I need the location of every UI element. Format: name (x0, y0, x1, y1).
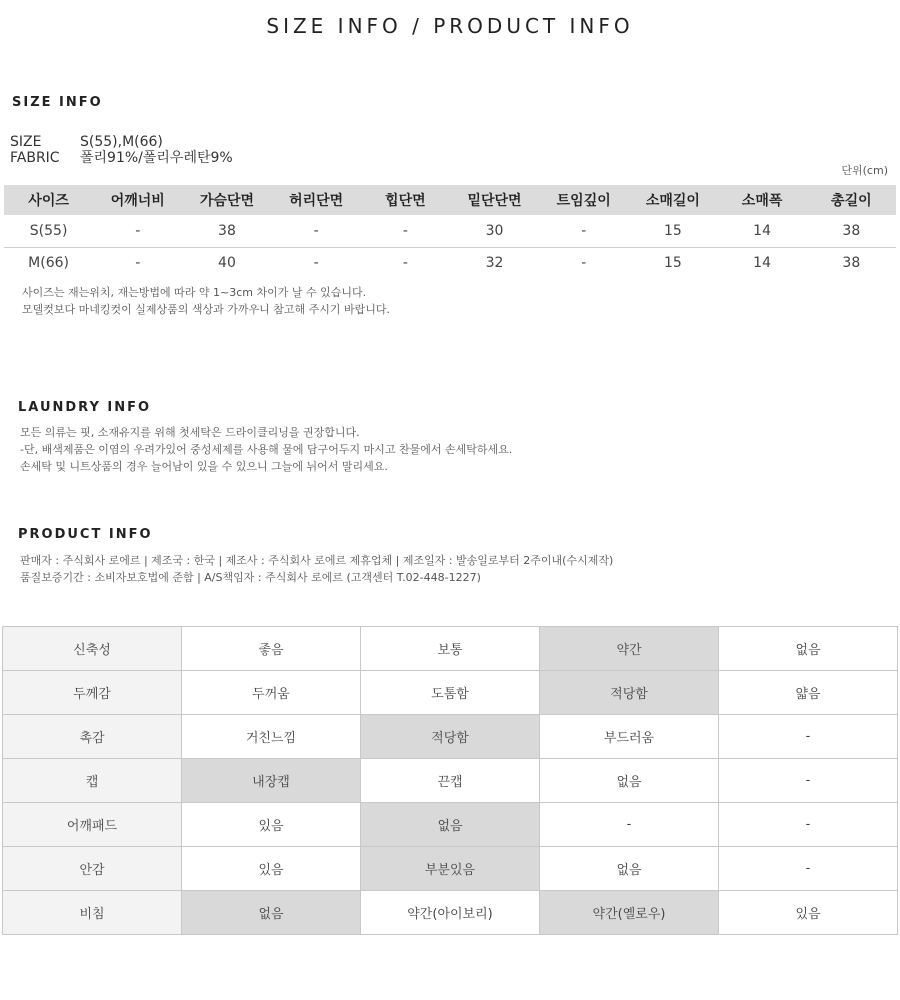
property-option: 얇음 (719, 671, 898, 715)
product-line: 판매자 : 주식회사 로에르 | 제조국 : 한국 | 제조사 : 주식회사 로에르 제휴업체 | 제조일자 : 발송일로부터 2주이내(수시제작) (20, 554, 614, 567)
property-option: 보통 (361, 627, 540, 671)
property-option: - (719, 759, 898, 803)
property-row (3, 759, 898, 803)
table-cell: 14 (718, 215, 807, 247)
property-label: 신축성 (3, 627, 182, 671)
property-row (3, 671, 898, 715)
header-cell: 소매길이 (628, 185, 717, 215)
table-cell: 14 (753, 255, 771, 272)
property-option: 없음 (540, 759, 719, 803)
laundry-line: -단, 배색제품은 이염의 우려가있어 중성세제를 사용해 물에 담구어두지 마시고 찬물에서 손세탁하세요. (20, 443, 513, 456)
header-cell: 밑단단면 (450, 185, 539, 215)
table-cell: - (361, 215, 450, 247)
table-cell: 32 (485, 255, 504, 272)
size-notes (22, 284, 390, 318)
property-option: 없음 (540, 847, 719, 891)
property-option: - (719, 715, 898, 759)
table-cell: 15 (628, 215, 717, 247)
laundry-line: 손세탁 및 니트상품의 경우 늘어남이 있을 수 있으니 그늘에 뉘어서 말리세요. (20, 460, 388, 473)
property-option: 적당함 (361, 715, 540, 759)
property-option: - (719, 803, 898, 847)
header-cell: 사이즈 (4, 185, 93, 215)
property-option: 없음 (361, 803, 540, 847)
page-title: SIZE INFO / PRODUCT INFO (266, 14, 634, 38)
header-cell: 소매폭 (718, 185, 807, 215)
table-cell: 38 (807, 215, 896, 247)
property-option: 좋음 (182, 627, 361, 671)
property-row (3, 715, 898, 759)
property-option: 있음 (182, 847, 361, 891)
property-option: 도톰함 (361, 671, 540, 715)
property-row (3, 803, 898, 847)
laundry-notes (20, 424, 512, 475)
property-option: 약간(아이보리) (361, 891, 540, 935)
property-option: 내장캡 (182, 759, 361, 803)
unit-label: 단위(cm) (841, 164, 888, 177)
size-note-line: 모델컷보다 마네킹컷이 실제상품의 색상과 가까우니 참고해 주시기 바랍니다. (22, 303, 391, 316)
header-cell: 힙단면 (361, 185, 450, 215)
property-option: 없음 (182, 891, 361, 935)
table-cell: 30 (450, 215, 539, 247)
table-cell: 38 (842, 255, 861, 272)
property-option: 거친느낌 (182, 715, 361, 759)
property-option: 두꺼움 (182, 671, 361, 715)
property-row (3, 847, 898, 891)
size-label: SIZE (10, 134, 42, 150)
table-cell: - (581, 255, 587, 272)
table-row (4, 215, 896, 247)
property-label: 두께감 (3, 671, 182, 715)
table-cell: 15 (663, 255, 682, 272)
size-table-header (4, 185, 896, 215)
laundry-info-heading: LAUNDRY INFO (18, 400, 152, 415)
property-label: 비침 (3, 891, 182, 935)
size-table (4, 185, 896, 279)
property-option: 끈캡 (361, 759, 540, 803)
table-cell: M(66) (28, 255, 69, 272)
product-info-heading: PRODUCT INFO (18, 527, 153, 542)
property-option: 약간(옐로우) (540, 891, 719, 935)
table-cell: - (93, 215, 182, 247)
property-option: 없음 (719, 627, 898, 671)
table-cell: 38 (182, 215, 271, 247)
table-cell: - (402, 255, 408, 272)
property-label: 캡 (3, 759, 182, 803)
header-cell: 총길이 (807, 185, 896, 215)
property-label: 어깨패드 (3, 803, 182, 847)
table-cell: S(55) (4, 215, 93, 247)
property-option: 있음 (182, 803, 361, 847)
fabric-spec (10, 150, 233, 166)
table-cell: - (272, 215, 361, 247)
property-label: 안감 (3, 847, 182, 891)
size-info-heading: SIZE INFO (12, 95, 103, 110)
property-option: 약간 (540, 627, 719, 671)
property-option: 있음 (719, 891, 898, 935)
property-option: 부분있음 (361, 847, 540, 891)
header-cell: 어깨너비 (93, 185, 182, 215)
laundry-line: 모든 의류는 핏, 소재유지를 위해 첫세탁은 드라이클리닝을 권장합니다. (20, 426, 360, 439)
fabric-value: 폴리91%/폴리우레탄9% (80, 150, 233, 166)
size-spec (10, 134, 163, 150)
table-row (4, 247, 896, 279)
property-row (3, 627, 898, 671)
table-cell: - (313, 255, 319, 272)
property-label: 촉감 (3, 715, 182, 759)
table-cell: - (135, 255, 141, 272)
size-note-line: 사이즈는 재는위치, 재는방법에 따라 약 1~3cm 차이가 날 수 있습니다. (22, 286, 367, 299)
property-option: - (540, 803, 719, 847)
size-value: S(55),M(66) (80, 134, 163, 150)
property-row (3, 891, 898, 935)
property-table (2, 626, 898, 935)
fabric-label: FABRIC (10, 150, 60, 166)
header-cell: 가슴단면 (182, 185, 271, 215)
property-option: - (719, 847, 898, 891)
product-line: 품질보증기간 : 소비자보호법에 준함 | A/S책임자 : 주식회사 로에르 (고객센터 T.02-448-1227) (20, 571, 481, 584)
header-cell: 트임깊이 (539, 185, 628, 215)
table-cell: - (539, 215, 628, 247)
property-option: 부드러움 (540, 715, 719, 759)
product-notes (20, 552, 613, 586)
header-cell: 허리단면 (272, 185, 361, 215)
property-option: 적당함 (540, 671, 719, 715)
table-cell: 40 (218, 255, 236, 272)
